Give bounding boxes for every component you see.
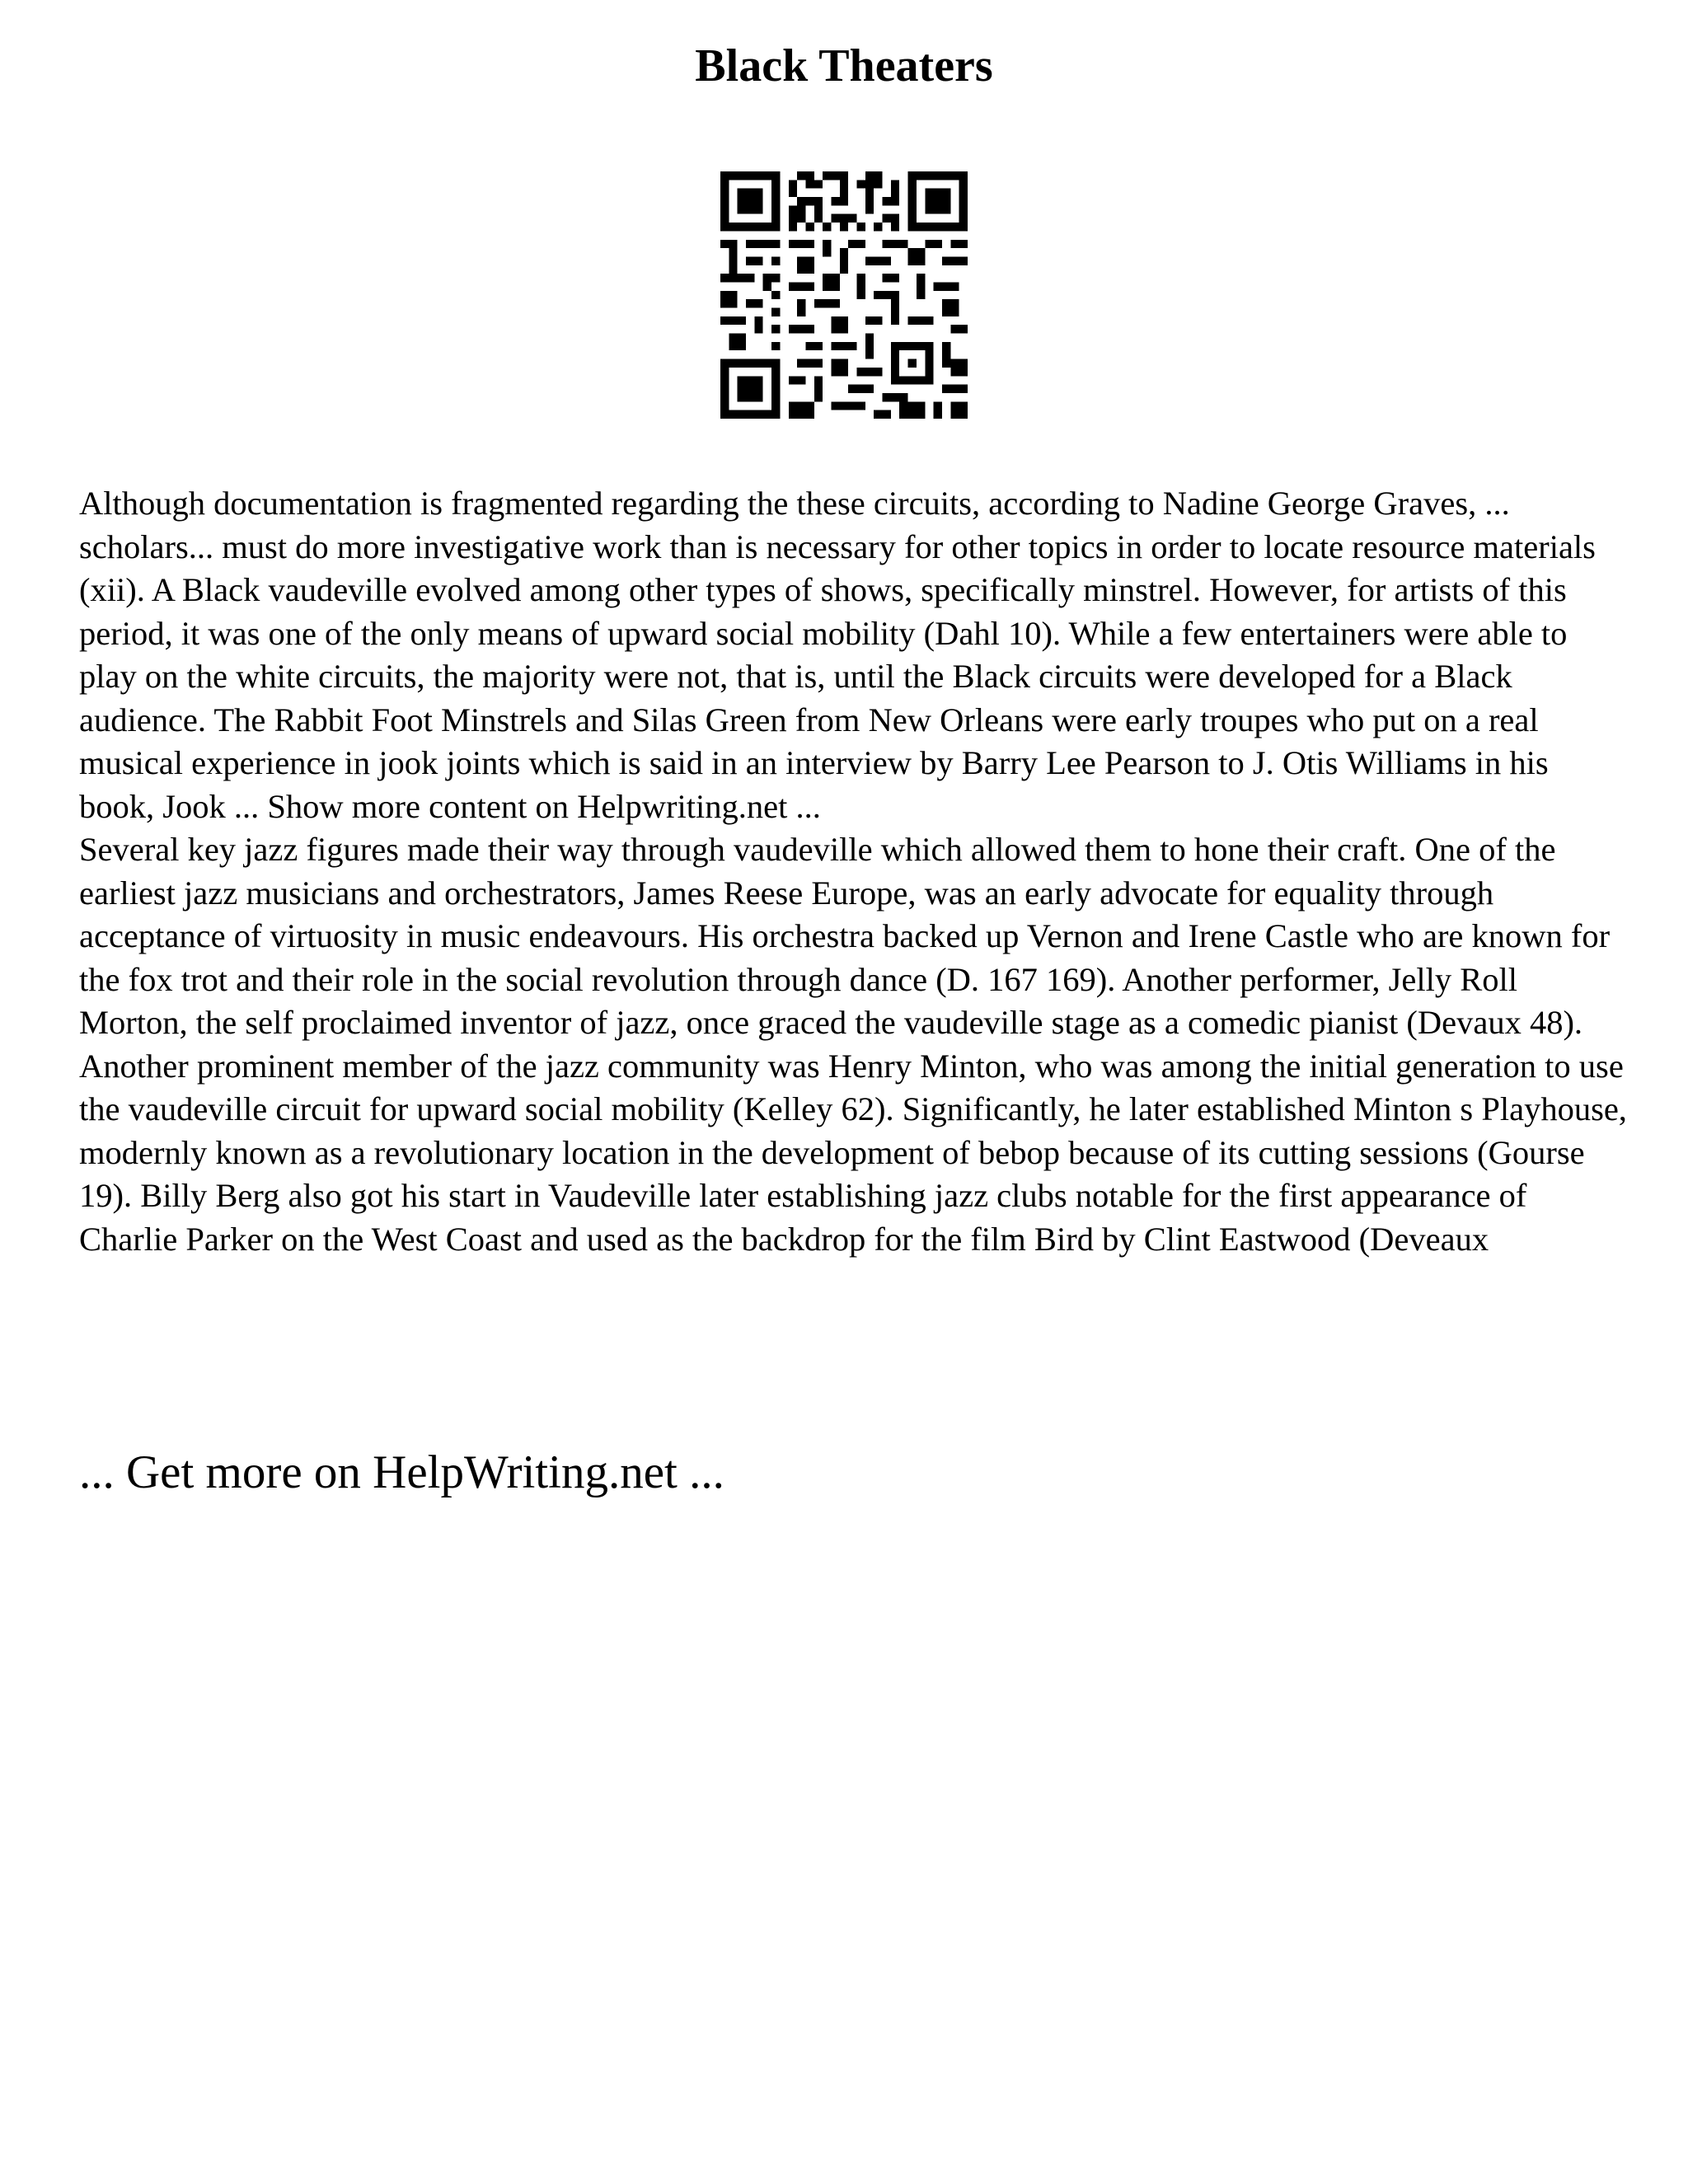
paragraph-1: Although documentation is fragmented regarding the these circuits, according to Nadine George Graves, ... scholars... must do more investigative work than is necessary for other topics in order to locate resource materials (xii). A Black vaudeville evolved among other types of shows, specifically minstrel. However, for artists of this period, it was one of the only means of upward social mobility (Dahl 10). While a few entertainers were able to play on the white circuits, the majority were not, that is, until the Black circuits were developed for a Black audience. The Rabbit Foot Minstrels and Silas Green from New Orleans were early troupes who put on a real musical experience in jook joints which is said in an interview by Barry Lee Pearson to J. Otis Williams in his book, Jook ... Show more content on Helpwriting.net ... [79, 485, 1596, 825]
paragraph-2: Several key jazz figures made their way through vaudeville which allowed them to hone their craft. One of the earliest jazz musicians and orchestrators, James Reese Europe, was an early advocate for equality through acceptance of virtuosity in music endeavours. His orchestra backed up Vernon and Irene Castle who are known for the fox trot and their role in the social revolution through dance (D. 167 169). Another performer, Jelly Roll Morton, the self proclaimed inventor of jazz, once graced the vaudeville stage as a comedic pianist (Devaux 48). Another prominent member of the jazz community was Henry Minton, who was among the initial generation to use the vaudeville circuit for upward social mobility (Kelley 62). Significantly, he later established Minton s Playhouse, modernly known as a revolutionary location in the development of bebop because of its cutting sessions (Gourse 19). Billy Berg also got his start in Vaudeville later establishing jazz clubs notable for the first appearance of Charlie Parker on the West Coast and used as the backdrop for the film Bird by Clint Eastwood (Deveaux [79, 831, 1627, 1258]
get-more-link[interactable]: ... Get more on HelpWriting.net ... [79, 1446, 724, 1498]
page-title: Black Theaters [695, 40, 993, 91]
article-body [79, 482, 1629, 1261]
qr-code-icon[interactable] [720, 171, 968, 419]
